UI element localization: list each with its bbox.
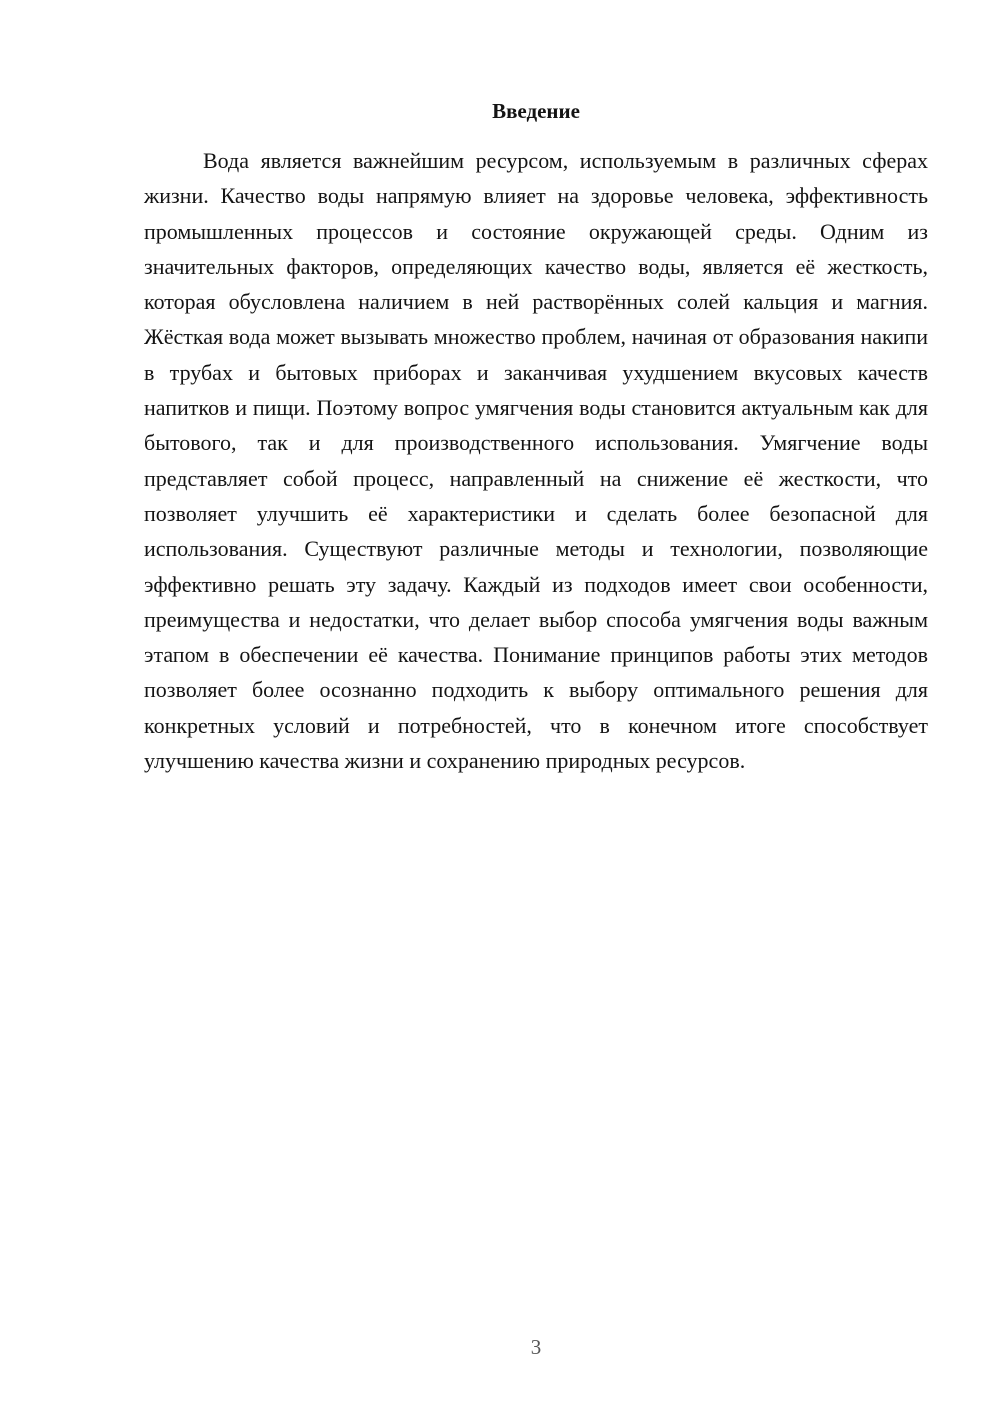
- section-heading: Введение: [492, 99, 580, 123]
- body-paragraph: Вода является важнейшим ресурсом, используемым в различных сферах жизни. Качество воды напрямую влияет на здоровье человека, эффективность промышленных процессов и состояние окружающей среды. Одним из значительных факторов, определяющих качество воды, является её жесткость, которая обусловлена наличием в ней растворённых солей кальция и магния. Жёсткая вода может вызывать множество проблем, начиная от образования накипи в трубах и бытовых приборах и заканчивая ухудшением вкусовых качеств напитков и пищи. Поэтому вопрос умягчения воды становится актуальным как для бытового, так и для производственного использования. Умягчение воды представляет собой процесс, направленный на снижение её жесткости, что позволяет улучшить её характеристики и сделать более безопасной для использования. Существуют различные методы и технологии, позволяющие эффективно решать эту задачу. Каждый из подходов имеет свои особенности, преимущества и недостатки, что делает выбор способа умягчения воды важным этапом в обеспечении её качества. Понимание принципов работы этих методов позволяет более осознанно подходить к выбору оптимального решения для конкретных условий и потребностей, что в конечном итоге способствует улучшению качества жизни и сохранению природных ресурсов.: [144, 148, 928, 774]
- page-number: 3: [530, 1335, 542, 1359]
